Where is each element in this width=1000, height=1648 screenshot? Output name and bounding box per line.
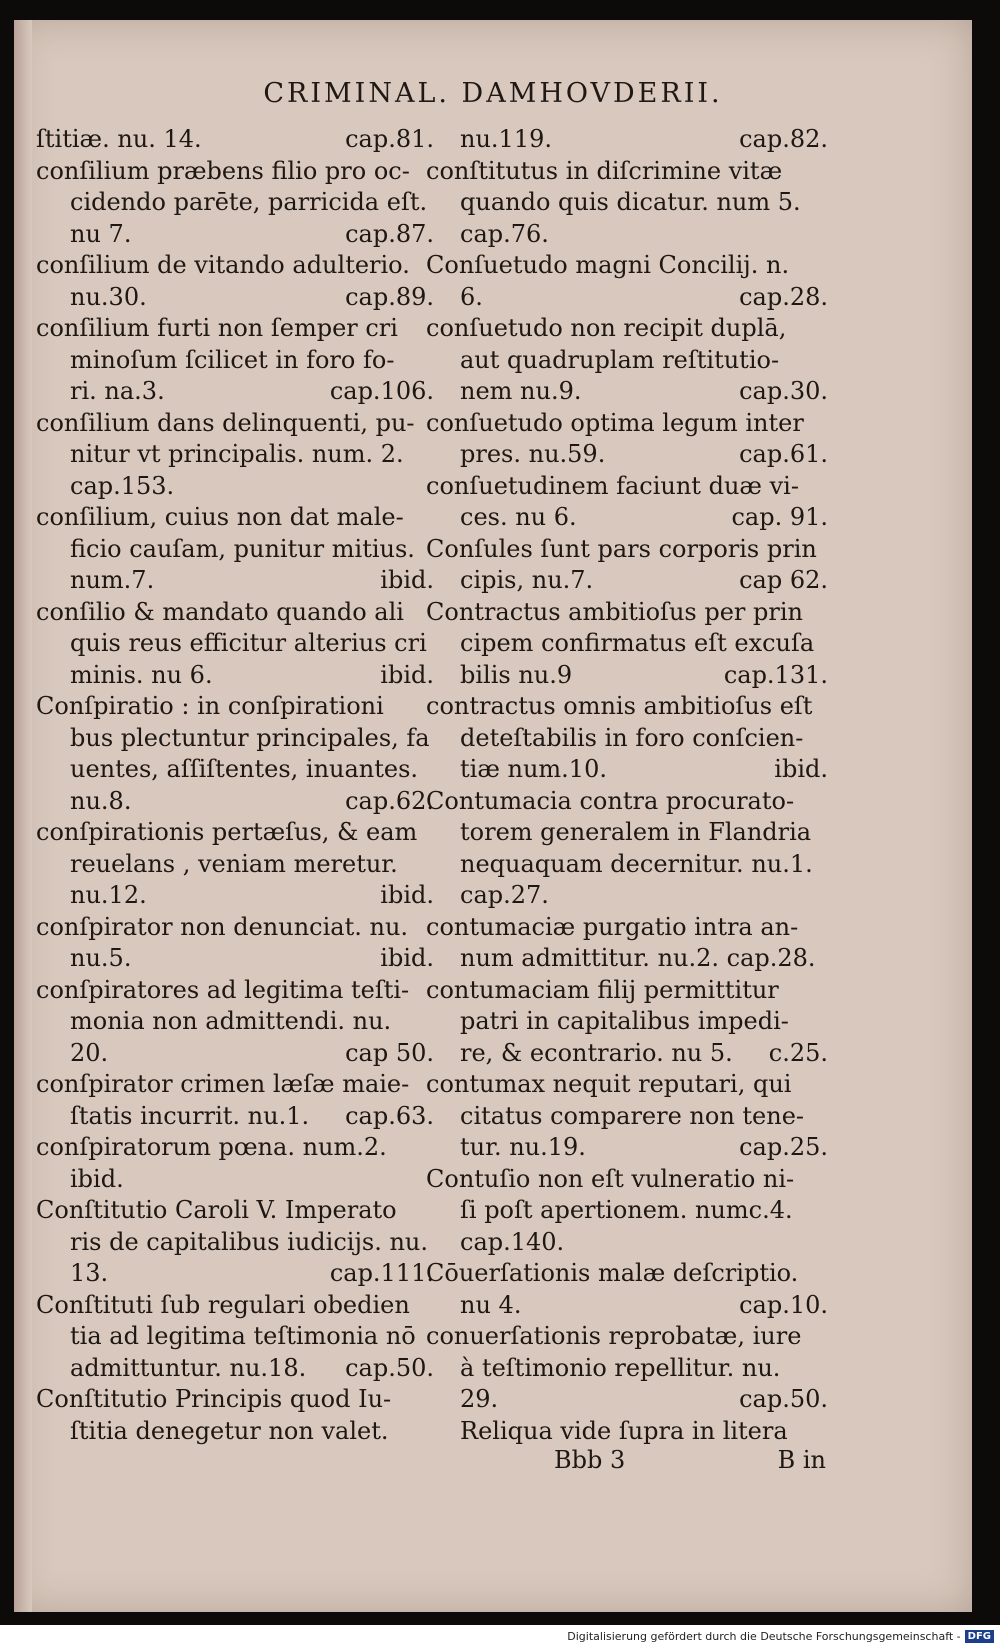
index-reference: cap.10. [739,1290,828,1319]
index-text: torem generalem in Flandria [460,818,812,846]
index-reference [828,880,830,912]
book-page [14,20,972,1612]
index-reference [828,691,830,723]
index-text: Contuſio non eſt vulneratio ni- [426,1164,795,1193]
index-line [426,1038,830,1070]
index-line [36,1290,436,1322]
index-line [36,912,436,944]
index-text: nu.8. [70,786,132,815]
index-text: ſtitia denegetur non valet. [70,1416,389,1445]
index-line [36,817,436,849]
index-reference: cap.111. [329,1259,434,1287]
index-reference: cap.81. [345,125,434,153]
index-reference [828,849,830,881]
index-text: contumaciæ purgatio intra an- [426,912,799,941]
index-line [36,786,436,818]
index-text: bus plectuntur principales, fa [70,723,430,752]
index-reference [828,1353,830,1385]
index-text: conſpirationis pertæſus, & eam [36,818,418,846]
index-reference [828,1164,830,1196]
index-text: conſuetudo optima legum inter [426,408,804,437]
index-reference [828,187,830,219]
index-line [36,849,436,881]
index-text: nu.5. [70,944,132,972]
index-reference [828,1258,830,1290]
index-reference [828,817,830,849]
index-text: conſilio & mandato quando ali [36,597,404,626]
index-text: conſuetudo non recipit duplā, [426,314,787,342]
index-text: nu 7. [70,219,132,248]
index-reference [828,786,830,818]
index-line [36,408,436,440]
index-line [426,880,830,912]
index-text: Contumacia contra procurato- [426,786,795,815]
index-line [426,1227,830,1259]
index-reference [828,534,830,566]
index-line [36,124,436,156]
digitization-credit: Digitalisierung gefördert durch die Deutsche Forschungsgemeinschaft - [567,1630,961,1643]
index-reference [828,345,830,377]
index-reference: cap.63. [345,1101,434,1130]
index-text: patri in capitalibus impedi- [460,1007,789,1035]
index-text: cipem confirmatus eſt excuſa [460,629,815,657]
index-text: ſi poſt apertionem. numc.4. [460,1196,793,1224]
index-text: 13. [70,1259,109,1287]
index-line [36,313,436,345]
index-line [36,534,436,566]
index-text: uentes, aſſiſtentes, inuantes. [70,755,419,783]
index-line [426,156,830,188]
index-text: minoſum ſcilicet in foro fo- [70,345,395,374]
index-column-right [426,124,830,1447]
index-reference [828,1195,830,1227]
index-text: conſpirator crimen læſæ maie- [36,1070,410,1098]
index-line [426,786,830,818]
index-line [426,376,830,408]
index-line [426,408,830,440]
digitization-credit-bar [0,1625,1000,1648]
index-line [426,313,830,345]
index-line [426,565,830,597]
index-line [426,943,830,975]
index-line [426,471,830,503]
index-reference [828,156,830,188]
index-reference [828,943,830,975]
index-text: tia ad legitima teſtimonia nō [70,1322,416,1350]
index-line [36,376,436,408]
index-line [426,1353,830,1385]
index-reference [828,1416,830,1448]
index-line [426,219,830,251]
index-text: pres. nu.59. [460,440,606,468]
index-line [36,1384,436,1416]
index-line [426,1321,830,1353]
index-line [36,723,436,755]
index-line [426,1195,830,1227]
index-text: 6. [460,282,483,311]
index-text: nequaquam decernitur. nu.1. [460,849,813,878]
index-reference: ibid. [380,881,434,909]
index-line [36,1132,436,1164]
index-line [426,1290,830,1322]
index-text: num admittitur. nu.2. cap.28. [460,944,816,972]
index-line [426,1069,830,1101]
index-line [36,1321,436,1353]
index-reference: cap.106. [329,377,434,405]
index-text: citatus comparere non tene- [460,1101,805,1130]
index-line [36,219,436,251]
index-text: Contractus ambitioſus per prin [426,597,803,626]
index-reference: cap.25. [739,1133,828,1161]
catchword: B in [777,1446,826,1474]
index-reference [828,1321,830,1353]
index-text: conſilium præbens filio pro oc- [36,156,410,185]
index-text: contumax nequit reputari, qui [426,1070,792,1098]
index-text: bilis nu.9 [460,660,573,689]
index-line [426,597,830,629]
index-reference [828,975,830,1007]
index-text: conſilium dans delinquenti, pu- [36,408,415,437]
index-text: aut quadruplam reſtitutio- [460,345,780,374]
index-line [36,1416,436,1448]
index-reference [828,597,830,629]
index-text: Cōuerſationis malæ deſcriptio. [426,1259,799,1287]
index-line [36,1353,436,1385]
index-text: quando quis dicatur. num 5. [460,188,801,216]
index-line [426,723,830,755]
dfg-logo: DFG [965,1630,994,1643]
index-line [426,250,830,282]
index-reference [828,313,830,345]
index-line [426,628,830,660]
index-line [36,1227,436,1259]
index-reference [828,408,830,440]
index-line [426,124,830,156]
index-line [426,1101,830,1133]
index-line [36,597,436,629]
index-line [426,534,830,566]
index-text: conſilium de vitando adulterio. [36,251,410,279]
index-text: 20. [70,1038,109,1067]
index-line [36,282,436,314]
index-reference [828,628,830,660]
index-reference: ibid. [774,755,828,783]
index-text: ſtatis incurrit. nu.1. [70,1101,310,1130]
index-reference [828,723,830,755]
index-reference: cap.82. [739,125,828,153]
index-line [426,1258,830,1290]
index-line [36,439,436,471]
page-footer-line [554,1446,826,1474]
index-text: minis. nu 6. [70,660,213,689]
index-text: ficio cauſam, punitur mitius. [70,534,415,563]
index-text: admittuntur. nu.18. [70,1353,307,1382]
index-text: ſtitiæ. nu. 14. [36,125,202,153]
index-text: Conſpiratio : in conſpirationi [36,692,384,720]
index-line [36,565,436,597]
index-line [426,345,830,377]
index-line [36,880,436,912]
index-text: monia non admittendi. nu. [70,1007,392,1035]
index-line [426,817,830,849]
index-reference: cap.87. [345,219,434,248]
index-text: Conſtituti ſub regulari obedien [36,1290,410,1319]
index-line [36,1258,436,1290]
index-text: conſpirator non denunciat. nu. [36,912,409,941]
index-reference: cap.50. [345,1353,434,1382]
index-line [426,282,830,314]
index-text: Conſules ſunt pars corporis prin [426,534,817,563]
index-text: 29. [460,1385,499,1413]
index-text: nitur vt principalis. num. 2. [70,440,404,468]
index-text: re, & econtrario. nu 5. [460,1038,733,1067]
index-text: deteſtabilis in foro conſcien- [460,723,804,752]
page-binding-edge [14,20,32,1612]
index-text: nu.119. [460,125,552,153]
index-line [426,975,830,1007]
index-line [426,1006,830,1038]
index-line [36,187,436,219]
index-reference [828,1006,830,1038]
index-reference [828,1069,830,1101]
index-reference: cap.62. [345,786,434,815]
index-text: nu.30. [70,282,147,311]
index-reference: ibid. [380,944,434,972]
index-reference: cap.89. [345,282,434,311]
index-text: conſilium, cuius non dat male- [36,503,404,531]
index-reference [828,471,830,503]
index-line [426,912,830,944]
index-line [426,754,830,786]
index-line [426,1164,830,1196]
index-reference: cap.61. [739,440,828,468]
index-text: tiæ num.10. [460,755,607,783]
index-line [426,1416,830,1448]
index-text: contumaciam filij permittitur [426,975,779,1004]
index-line [36,1195,436,1227]
index-reference: cap.28. [739,282,828,311]
index-text: ibid. [70,1164,124,1193]
index-reference: cap.131. [723,660,828,689]
index-line [426,187,830,219]
index-line [426,439,830,471]
index-line [36,250,436,282]
index-reference: ibid. [380,566,434,594]
index-line [36,471,436,503]
index-line [426,691,830,723]
index-text: tur. nu.19. [460,1133,586,1161]
index-reference: cap. 91. [731,503,828,531]
index-line [426,502,830,534]
index-text: cidendo parēte, parricida eſt. [70,188,428,216]
index-line [36,1006,436,1038]
index-reference: ibid. [380,660,434,689]
index-line [36,156,436,188]
index-text: reuelans , veniam meretur. [70,849,398,878]
index-reference: cap.50. [739,1385,828,1413]
index-reference [828,1101,830,1133]
index-line [426,660,830,692]
index-text: num.7. [70,566,155,594]
index-line [36,1164,436,1196]
index-line [36,1038,436,1070]
index-line [36,975,436,1007]
index-text: Conſtitutio Principis quod Iu- [36,1385,392,1413]
index-text: quis reus efficitur alterius cri [70,629,427,657]
index-text: contractus omnis ambitioſus eſt [426,692,813,720]
index-reference: cap 62. [739,566,828,594]
index-text: Conſtitutio Caroli V. Imperato [36,1196,397,1224]
index-text: nu.12. [70,881,147,909]
index-line [36,345,436,377]
index-reference: c.25. [768,1038,828,1067]
index-text: à teſtimonio repellitur. nu. [460,1353,781,1382]
index-line [426,1132,830,1164]
index-text: cap.76. [460,219,549,248]
index-text: conſtitutus in diſcrimine vitæ [426,156,783,185]
index-text: ri. na.3. [70,377,165,405]
index-text: conſilium furti non ſemper cri [36,314,398,342]
index-line [426,849,830,881]
index-text: conuerſationis reprobatæ, iure [426,1322,802,1350]
index-text: nu 4. [460,1290,522,1319]
index-line [36,628,436,660]
index-text: conſpiratores ad legitima teſti- [36,975,410,1004]
running-head: CRIMINAL. DAMHOVDERII. [263,78,723,109]
index-text: conſuetudinem faciunt duæ vi- [426,471,799,500]
index-text: cipis, nu.7. [460,566,594,594]
index-text: cap.27. [460,881,549,909]
index-reference [828,219,830,251]
index-line [36,502,436,534]
index-reference: cap.30. [739,377,828,405]
index-line [36,1101,436,1133]
index-text: ces. nu 6. [460,503,577,531]
index-column-left [36,124,436,1447]
index-text: conſpiratorum pœna. num.2. [36,1133,387,1161]
index-line [36,754,436,786]
index-reference [828,1227,830,1259]
signature-mark: Bbb 3 [554,1446,626,1474]
index-line [36,691,436,723]
index-reference [828,912,830,944]
index-text: cap.140. [460,1227,565,1256]
index-line [36,660,436,692]
index-line [36,1069,436,1101]
index-text: cap.153. [70,471,175,500]
index-line [426,1384,830,1416]
index-reference [828,250,830,282]
index-text: nem nu.9. [460,377,582,405]
index-text: Conſuetudo magni Concilij. n. [426,251,790,279]
index-text: ris de capitalibus iudicijs. nu. [70,1227,428,1256]
index-reference: cap 50. [345,1038,434,1067]
index-line [36,943,436,975]
index-text: Reliqua vide ſupra in litera [460,1416,788,1445]
